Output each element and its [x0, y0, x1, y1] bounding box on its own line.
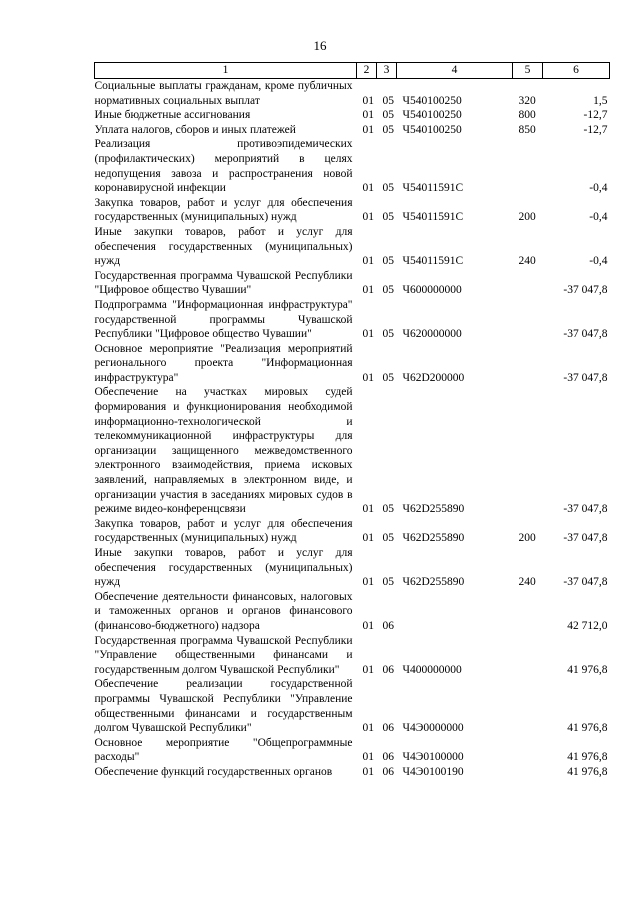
table-row — [95, 590, 610, 634]
row-name: Уплата налогов, сборов и иных платежей — [94, 123, 296, 136]
amount: 41 976,8 — [567, 722, 608, 735]
amount: -0,4 — [589, 182, 608, 195]
section-code: 01 — [362, 751, 374, 764]
amount: -37 047,8 — [563, 503, 608, 516]
subsection-code: 06 — [382, 663, 394, 676]
table-row — [95, 79, 610, 109]
row-name: Основное мероприятие "Реализация мероприятий регионального проекта "Информационная инфраструктура" — [94, 342, 353, 384]
target-article-code: Ч54011591С — [402, 255, 464, 268]
amount: -37 047,8 — [563, 328, 608, 341]
amount: 42 712,0 — [567, 619, 608, 632]
section-code: 01 — [362, 255, 374, 268]
section-code: 01 — [362, 109, 374, 122]
expense-type-code — [513, 765, 543, 780]
target-article-code: Ч4Э0100000 — [402, 751, 464, 764]
table-row — [95, 546, 610, 590]
column-header: 5 — [513, 63, 543, 79]
target-article-code: Ч54011591С — [402, 211, 464, 224]
table-row — [95, 225, 610, 269]
row-name: Обеспечение реализации государственной программы Чувашской Республики "Управление общественными финансами и государственным долгом Чувашской Республики" — [94, 678, 353, 735]
section-code: 01 — [362, 284, 374, 297]
row-name: Закупка товаров, работ и услуг для обеспечения государственных (муниципальных) нужд — [94, 517, 353, 545]
expense-type-code: 200 — [518, 211, 536, 224]
row-name: Иные бюджетные ассигнования — [94, 109, 251, 122]
section-code: 01 — [362, 532, 374, 545]
target-article-code: Ч62D255890 — [402, 532, 465, 545]
amount: -12,7 — [583, 123, 608, 136]
subsection-code: 06 — [382, 765, 394, 778]
amount: -37 047,8 — [563, 576, 608, 589]
expense-type-code — [513, 137, 543, 195]
expense-type-code — [513, 736, 543, 765]
section-code: 01 — [362, 503, 374, 516]
target-article-code: Ч620000000 — [402, 328, 462, 341]
table-row — [95, 677, 610, 735]
amount: 41 976,8 — [567, 751, 608, 764]
subsection-code: 05 — [382, 255, 394, 268]
expense-type-code — [513, 590, 543, 634]
subsection-code: 05 — [382, 94, 394, 107]
amount: -37 047,8 — [563, 284, 608, 297]
subsection-code: 06 — [382, 722, 394, 735]
target-article-code: Ч540100250 — [402, 123, 462, 136]
subsection-code: 05 — [382, 109, 394, 122]
target-article-code — [397, 590, 513, 634]
subsection-code: 05 — [382, 576, 394, 589]
amount: 41 976,8 — [567, 765, 608, 778]
target-article-code: Ч540100250 — [402, 109, 462, 122]
table-row — [95, 108, 610, 123]
expense-type-code: 240 — [518, 255, 536, 268]
column-header: 1 — [95, 63, 357, 79]
section-code: 01 — [362, 94, 374, 107]
subsection-code: 06 — [382, 751, 394, 764]
section-code: 01 — [362, 123, 374, 136]
expense-type-code: 200 — [518, 532, 536, 545]
target-article-code: Ч600000000 — [402, 284, 462, 297]
expense-type-code — [513, 269, 543, 298]
row-name: Обеспечение на участках мировых судей формирования и функционирования необходимой информационно-технологической и телекоммуникационной инфраструктуры для организации защищенного межведомственного электронного взаимодействия, приема исковых заявлений, направляемых в электронном виде, и организации участия в заседаниях мировых судов в режиме видео-конференцсвязи — [94, 386, 353, 516]
row-name: Подпрограмма "Информационная инфраструктура" государственной программы Чувашской Республики "Цифровое общество Чувашии" — [94, 298, 353, 341]
target-article-code: Ч62D200000 — [402, 371, 465, 384]
expense-type-code — [513, 634, 543, 678]
target-article-code: Ч62D255890 — [402, 576, 465, 589]
row-name: Обеспечение функций государственных органов — [94, 765, 333, 778]
table-header-row — [95, 63, 610, 79]
table-row — [95, 123, 610, 138]
target-article-code: Ч62D255890 — [402, 503, 465, 516]
subsection-code: 05 — [382, 123, 394, 136]
row-name: Закупка товаров, работ и услуг для обеспечения государственных (муниципальных) нужд — [94, 196, 353, 224]
section-code: 01 — [362, 765, 374, 778]
subsection-code: 06 — [382, 619, 394, 632]
subsection-code: 05 — [382, 211, 394, 224]
target-article-code: Ч4Э0100190 — [402, 765, 464, 778]
target-article-code: Ч540100250 — [402, 94, 462, 107]
column-header: 3 — [377, 63, 397, 79]
amount: -37 047,8 — [563, 371, 608, 384]
budget-table — [94, 62, 610, 780]
amount: -0,4 — [589, 255, 608, 268]
amount: 1,5 — [593, 94, 608, 107]
table-row — [95, 269, 610, 298]
section-code: 01 — [362, 619, 374, 632]
section-code: 01 — [362, 722, 374, 735]
target-article-code: Ч54011591С — [402, 182, 464, 195]
subsection-code: 05 — [382, 328, 394, 341]
table-row — [95, 385, 610, 516]
section-code: 01 — [362, 182, 374, 195]
expense-type-code: 320 — [518, 94, 536, 107]
expense-type-code — [513, 298, 543, 342]
subsection-code: 05 — [382, 532, 394, 545]
subsection-code: 05 — [382, 371, 394, 384]
row-name: Иные закупки товаров, работ и услуг для обеспечения государственных (муниципальных) нужд — [94, 547, 353, 589]
row-name: Государственная программа Чувашской Республики "Управление общественными финансами и государственным долгом Чувашской Республики" — [94, 634, 353, 676]
page-number: 16 — [313, 38, 327, 53]
subsection-code: 05 — [382, 284, 394, 297]
table-row — [95, 342, 610, 386]
subsection-code: 05 — [382, 182, 394, 195]
table-row — [95, 196, 610, 225]
amount: -12,7 — [583, 109, 608, 122]
table-row — [95, 634, 610, 678]
column-header: 2 — [357, 63, 377, 79]
column-header: 4 — [397, 63, 513, 79]
section-code: 01 — [362, 328, 374, 341]
section-code: 01 — [362, 371, 374, 384]
row-name: Реализация противоэпидемических (профилактических) мероприятий в целях недопущения завоза и распространения новой коронавирусной инфекции — [94, 138, 353, 195]
section-code: 01 — [362, 211, 374, 224]
expense-type-code: 800 — [518, 109, 536, 122]
column-header: 6 — [543, 63, 610, 79]
expense-type-code: 240 — [518, 576, 536, 589]
section-code: 01 — [362, 576, 374, 589]
expense-type-code — [513, 385, 543, 516]
row-name: Государственная программа Чувашской Республики "Цифровое общество Чувашии" — [94, 269, 353, 297]
target-article-code: Ч4Э0000000 — [402, 722, 464, 735]
row-name: Основное мероприятие "Общепрограммные расходы" — [94, 736, 353, 764]
row-name: Социальные выплаты гражданам, кроме публичных нормативных социальных выплат — [94, 80, 353, 107]
amount: -37 047,8 — [563, 532, 608, 545]
target-article-code: Ч400000000 — [402, 663, 462, 676]
row-name: Обеспечение деятельности финансовых, налоговых и таможенных органов и органов финансового (финансово-бюджетного) надзора — [94, 590, 353, 632]
section-code: 01 — [362, 663, 374, 676]
table-row — [95, 517, 610, 546]
table-row — [95, 298, 610, 342]
amount: -0,4 — [589, 211, 608, 224]
table-row — [95, 765, 610, 780]
amount: 41 976,8 — [567, 663, 608, 676]
expense-type-code — [513, 677, 543, 735]
row-name: Иные закупки товаров, работ и услуг для обеспечения государственных (муниципальных) нужд — [94, 225, 353, 268]
subsection-code: 05 — [382, 503, 394, 516]
table-row — [95, 137, 610, 195]
expense-type-code — [513, 342, 543, 386]
table-row — [95, 736, 610, 765]
expense-type-code: 850 — [518, 123, 536, 136]
